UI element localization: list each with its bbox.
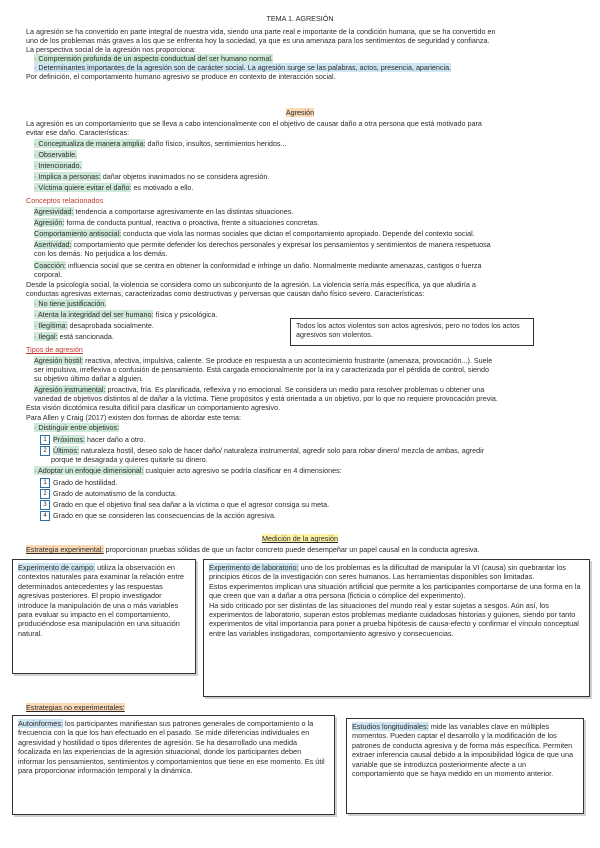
characteristic-item: · Observable. <box>34 150 78 159</box>
note-text: Todos los actos violentos son actos agresivos, pero no todos los actos agresivos son violentos. <box>296 321 520 339</box>
characteristic-item: · Conceptualiza de manera amplia: daño físico, insultos, sentimientos heridos... <box>34 139 287 148</box>
number-icon: 1 <box>40 478 50 488</box>
lab-experiment-text: Ha sido criticado por ser distintas de las situaciones del mundo real y estar sujetas a sesgos. Aún así, los experimentos de laboratorio, superan estos problemas mediante cuidadosas historias y guiones, siendo por tanto experimentos de vital importancia para poner a prueba hipótesis de causa-efecto y confirmar el vínculo conceptual entre las variables instigadoras, comportamiento agresivo y consecuencias. <box>209 600 579 638</box>
dimension-item: 1 Grado de hostilidad. <box>40 478 117 488</box>
number-icon: 3 <box>40 500 50 510</box>
number-icon: 2 <box>40 489 50 499</box>
field-experiment-text: Experimento de campo: utiliza la observación en contextos naturales para examinar la relación entre determinados antecedentes y las respuestas agresivas posteriores. El propio investigador introduce la manipulación de una o más variables para evaluar su impacto en el comportamiento, produciéndose esa manipulación en una situación natural. <box>18 563 184 638</box>
violence-bullet: · No tiene justificación. <box>34 299 107 308</box>
section-heading-agresion: Agresión <box>285 108 315 117</box>
intro-paragraph: La perspectiva social de la agresión nos proporciona: <box>26 45 196 54</box>
type-item-continuation: variedad de objetivos distintos al de dañar a la víctima. Tiene propósitos y está orientada a un objetivo, por lo que no requiere provocación previa. <box>34 394 498 403</box>
type-item: Agresión instrumental: proactiva, fría. Es planificada, reflexiva y no emocional. Se considera un medio para resolver problemas u obtener una <box>34 385 485 394</box>
concept-item-continuation: con los demás. No perjudica a los demás. <box>34 249 168 258</box>
approach-item: · Adoptar un enfoque dimensional: cualquier acto agresivo se podría clasificar en 4 dimensiones: <box>34 466 342 475</box>
concept-item: Agresividad: tendencia a comportarse agresivamente en las distintas situaciones. <box>34 207 294 216</box>
intro-bullet: · Determinantes importantes de la agresión son de carácter social. La agresión surge se las palabras, actos, presencia, apariencia. <box>34 63 452 72</box>
lab-experiment-text: Experimento de laboratorio: uno de los problemas es la dificultad de manipular la VI (causa) sin quebrantar los principios éticos de la investigación con seres humanos. Las herramientas disponibles son limitadas. <box>209 563 566 582</box>
characteristic-item: · Víctima quiere evitar el daño: es motivado a ello. <box>34 183 194 192</box>
agresion-paragraph: La agresión es un comportamiento que se lleva a cabo intencionalmente con el objetivo de causar daño a otra persona que está motivado para <box>26 119 482 128</box>
type-item: Agresión hostil: reactiva, afectiva, impulsiva, caliente. Se produce en respuesta a un acontecimiento frustrante (amenaza, provocación...). Suele <box>34 356 493 365</box>
section-heading-conceptos: Conceptos relacionados <box>26 196 104 205</box>
intro-paragraph: La agresión se ha convertido en parte integral de nuestra vida, siendo una parte real e importante de la condición humana, que se ha convertido en <box>26 27 496 36</box>
concept-item: Coacción: influencia social que se centra en obtener la conformidad e infringe un daño. Normalmente mediante amenazas, castigos o fuerza <box>34 261 482 270</box>
number-icon: 4 <box>40 511 50 521</box>
objective-item: 1 Próximos: hacer daño a otro. <box>40 435 145 445</box>
section-heading-medicion: Medición de la agresión <box>262 534 338 543</box>
longitudinal-box <box>346 718 584 814</box>
type-item-continuation: su objetivo último dañar a alguien. <box>34 374 144 383</box>
characteristic-item: · Intencionado. <box>34 161 82 170</box>
violence-bullet: · Ilegal: está sancionada. <box>34 332 114 341</box>
page-title: TEMA 1. AGRESIÓN <box>266 14 334 23</box>
type-paragraph: Esta visión dicotómica resulta difícil para clasificar un comportamiento agresivo. <box>26 403 281 412</box>
concept-item: Comportamiento antisocial: conducta que viola las normas sociales que dictan el comportamiento apropiado. Depende del contexto social. <box>34 229 475 238</box>
number-icon: 1 <box>40 435 50 445</box>
agresion-paragraph: evitar ese daño. Características: <box>26 128 130 137</box>
self-report-text: Autoinformes: los participantes manifiestan sus patrones generales de comportamiento o la frecuencia con la que los han efectuado en el pasado. Se mide diferencias individuales en agresividad y hostilidad o tipos diferentes de agresión. Se ha desarrollado una medida focalizada en las experiencias de la agresión situacional, donde los participantes deben informar los pensamientos, sentimientos y comportamientos que tiene en ese momento. Es útil para proporcionar información temporal y la dinámica. <box>18 719 325 776</box>
dimension-item: 3 Grado en que el objetivo final sea dañar a la víctima o que el agresor consiga su meta. <box>40 500 329 510</box>
violence-bullet: · Atenta la integridad del ser humano: física y psicológica. <box>34 310 218 319</box>
lab-experiment-text: Estos experimentos implican una situación artificial que permite a los participantes comportarse de una forma en la que creen que van a dañar a otra persona (ficticia o cómplice del experimento). <box>209 581 581 601</box>
type-item-continuation: ser impulsiva, irreflexiva o confusión de pensamiento. Está cargada emocionalmente por la ira y caracterizada por el pérdida de control, siendo <box>34 365 490 374</box>
violence-paragraph: Desde la psicología social, la violencia se considera como un subconjunto de la agresión. La violencia sería más específica, ya que aludiría a <box>26 280 476 289</box>
strategy-paragraph: Estrategia experimental: proporcionan pruebas sólidas de que un factor concreto puede desempeñar un papel causal en la conducta agresiva. <box>26 545 480 554</box>
type-paragraph: Para Allen y Craig (2017) existen dos formas de abordar este tema: <box>26 413 241 422</box>
longitudinal-text: Estudios longitudinales: mide las variables clave en múltiples momentos. Pueden captar el desarrollo y la modificación de los patrones de conducta agresiva y de forma más específica. Permiten extraer inferencia causal debido a la imposibilidad lógica de que una variable que se introduzca posteriormente afecte a un comportamiento que se haya medido en un momento anterior. <box>352 722 574 779</box>
concept-item-continuation: corporal. <box>34 270 62 279</box>
objective-item: 2 Últimos: naturaleza hostil, deseo solo de hacer daño/ naturaleza instrumental, agredir solo para robar dinero/ mezcla de ambas, agredir <box>40 446 484 456</box>
intro-paragraph: Por definición, el comportamiento humano agresivo se produce en contexto de interacción social. <box>26 72 336 81</box>
violence-bullet: · Ilegítima: desaprobada socialmente. <box>34 321 154 330</box>
non-experimental-heading: Estrategias no experimentales: <box>26 703 125 712</box>
violence-paragraph: conductas agresivas externas, caracterizadas como destructivas y perversas que causan daño físico severo. Características: <box>26 289 425 298</box>
approach-item: · Distinguir entre objetivos: <box>34 423 120 432</box>
self-report-box <box>12 715 335 815</box>
note-box <box>290 318 534 346</box>
field-experiment-box <box>12 559 196 674</box>
characteristic-item: · Implica a personas: dañar objetos inanimados no se considera agresión. <box>34 172 270 181</box>
dimension-item: 2 Grado de automatismo de la conducta. <box>40 489 177 499</box>
objective-item-continuation: porque te desagrada y quieres quitarle su dinero. <box>51 455 208 464</box>
intro-paragraph: uno de los problemas más graves a los que se enfrenta hoy la sociedad, ya que es una amenaza para los sentimientos de seguridad y confianza. <box>26 36 490 45</box>
section-heading-tipos: Tipos de agresión <box>26 345 83 354</box>
intro-bullet: · Comprensión profunda de un aspecto conductual del ser humano normal. <box>34 54 273 63</box>
concept-item: Asertividad: comportamiento que permite defender los derechos personales y expresar los pensamientos y sentimientos de manera respetuosa <box>34 240 491 249</box>
concept-item: Agresión: forma de conducta puntual, reactiva o proactiva, frente a situaciones concretas. <box>34 218 320 227</box>
number-icon: 2 <box>40 446 50 456</box>
lab-experiment-box <box>203 559 590 697</box>
dimension-item: 4 Grado en que se consideren las consecuencias de la acción agresiva. <box>40 511 276 521</box>
